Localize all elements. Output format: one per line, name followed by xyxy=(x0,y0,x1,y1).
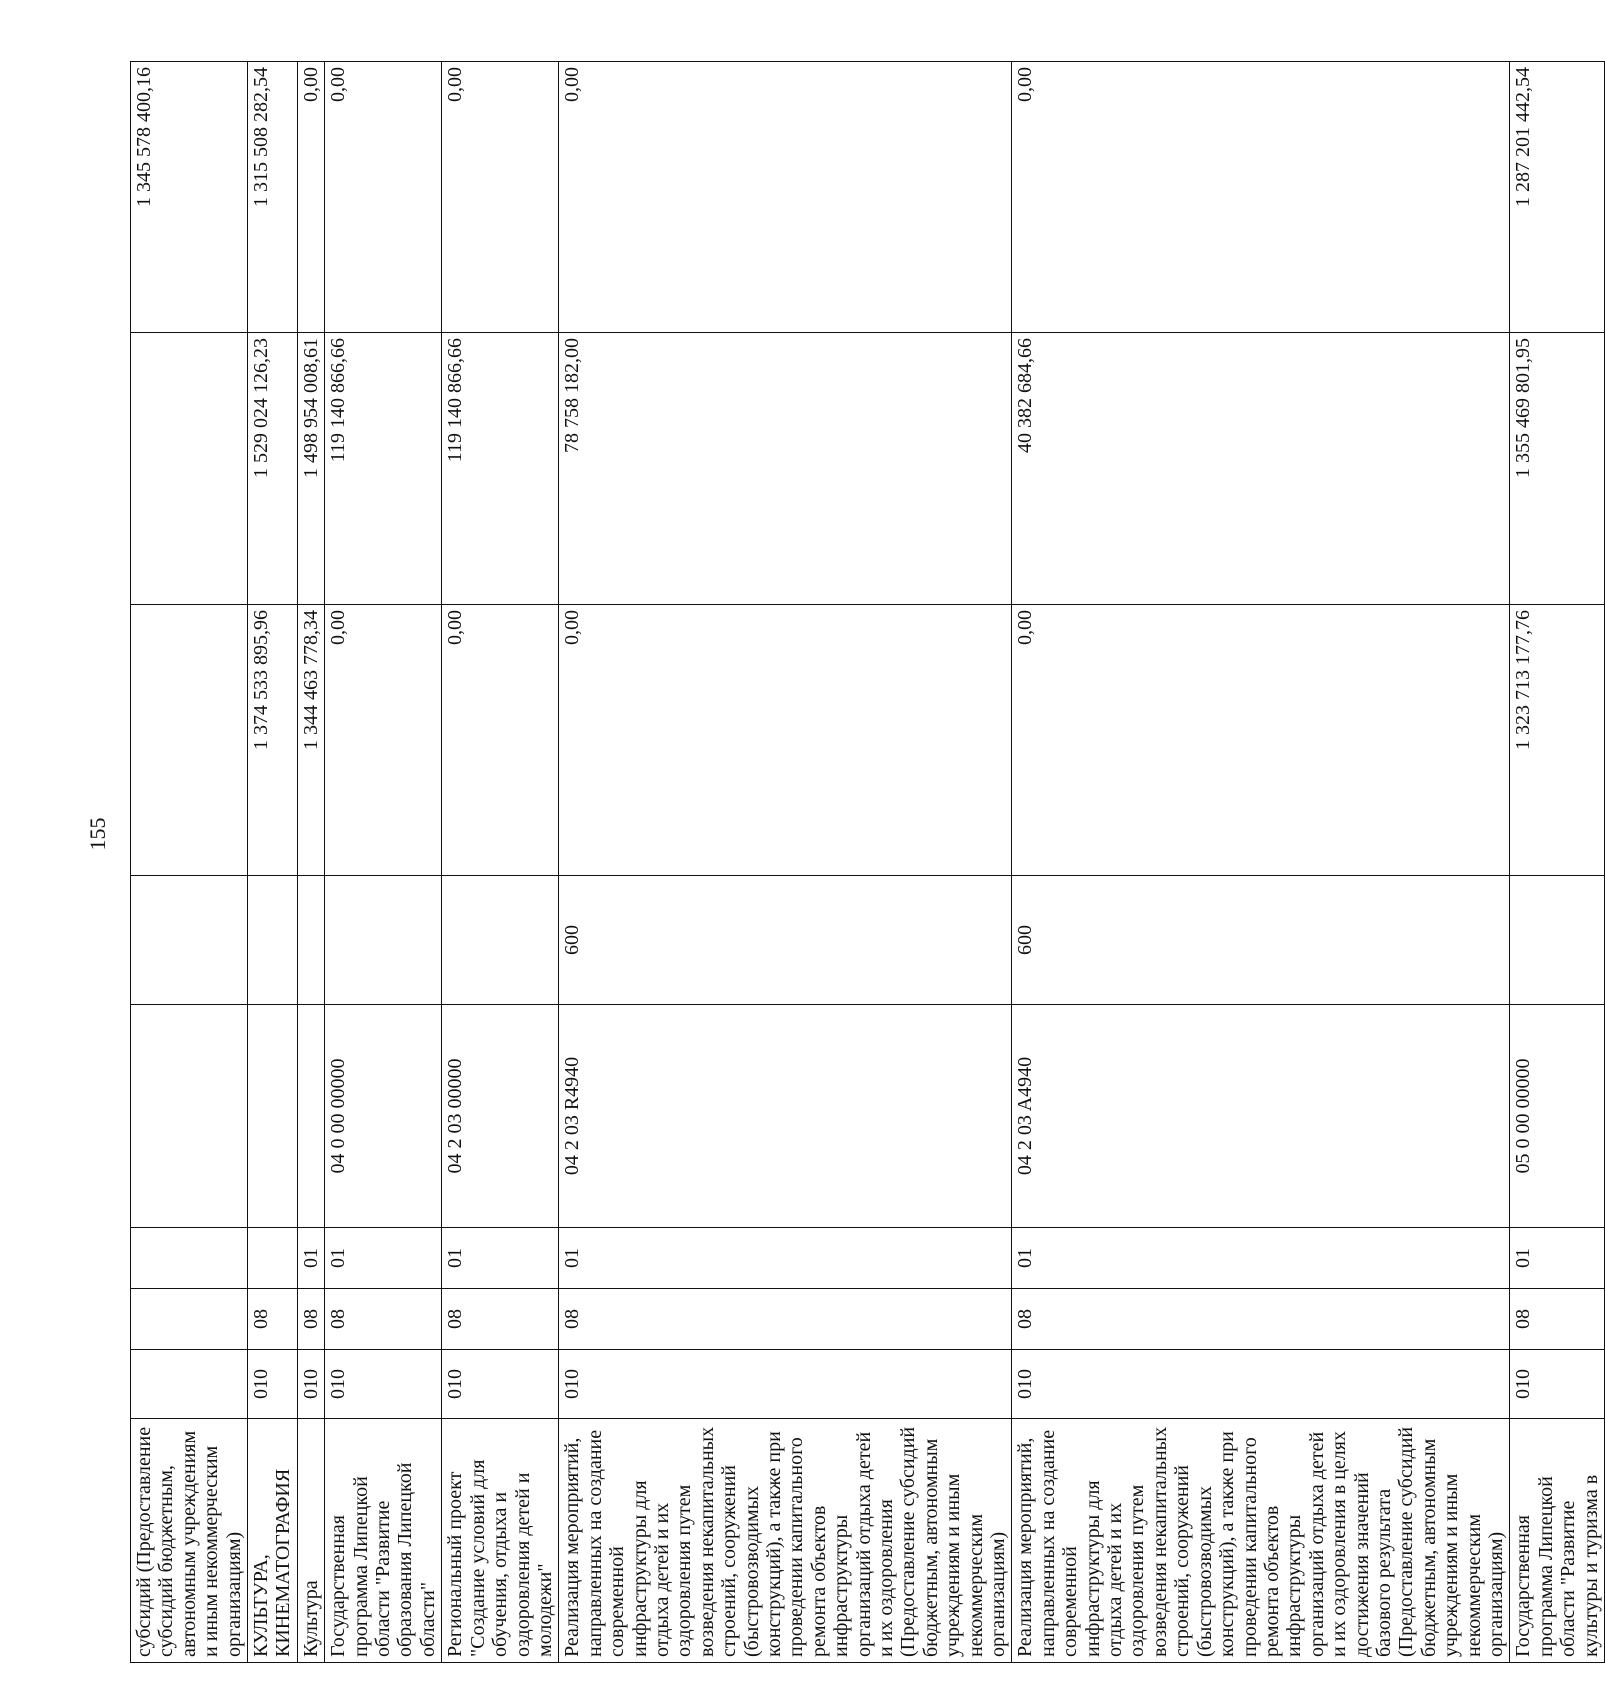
cell-pr: 01 xyxy=(297,1228,324,1289)
cell-vr xyxy=(297,876,324,1005)
row-name: КУЛЬТУРА, КИНЕМАТОГРАФИЯ xyxy=(248,1419,298,1663)
cell-sum-1: 0,00 xyxy=(559,605,1012,876)
cell-sum-2 xyxy=(131,333,248,605)
cell-sum-3: 1 287 201 442,54 xyxy=(1510,62,1605,333)
cell-vr: 600 xyxy=(1012,876,1510,1005)
table-row xyxy=(1510,62,1605,1663)
cell-gr: 010 xyxy=(297,1350,324,1419)
cell-sum-3: 0,00 xyxy=(442,62,559,333)
page-number: 155 xyxy=(85,817,110,851)
cell-rz: 08 xyxy=(559,1289,1012,1350)
cell-vr: 600 xyxy=(559,876,1012,1005)
cell-sum-2: 40 382 684,66 xyxy=(1012,333,1510,605)
cell-csr: 05 0 00 00000 xyxy=(1510,1005,1605,1228)
cell-vr xyxy=(1510,876,1605,1005)
cell-sum-2: 119 140 866,66 xyxy=(325,333,442,605)
cell-sum-2: 1 355 469 801,95 xyxy=(1510,333,1605,605)
table-row xyxy=(297,62,324,1663)
cell-vr xyxy=(442,876,559,1005)
cell-sum-3: 1 315 508 282,54 xyxy=(248,62,298,333)
cell-sum-1: 0,00 xyxy=(442,605,559,876)
row-name: Культура xyxy=(297,1419,324,1663)
cell-pr: 01 xyxy=(325,1228,442,1289)
cell-rz: 08 xyxy=(1012,1289,1510,1350)
cell-vr xyxy=(248,876,298,1005)
cell-gr: 010 xyxy=(1510,1350,1605,1419)
cell-sum-3: 0,00 xyxy=(559,62,1012,333)
cell-csr xyxy=(131,1005,248,1228)
cell-csr: 04 2 03 R4940 xyxy=(559,1005,1012,1228)
table-row xyxy=(325,62,442,1663)
cell-vr xyxy=(131,876,248,1005)
cell-csr xyxy=(248,1005,298,1228)
cell-sum-3: 0,00 xyxy=(1012,62,1510,333)
cell-pr: 01 xyxy=(1012,1228,1510,1289)
cell-pr: 01 xyxy=(559,1228,1012,1289)
cell-gr: 010 xyxy=(442,1350,559,1419)
cell-sum-1: 0,00 xyxy=(1012,605,1510,876)
rotated-page-frame xyxy=(130,65,1602,1705)
cell-csr xyxy=(297,1005,324,1228)
table-row xyxy=(1012,62,1510,1663)
cell-gr: 010 xyxy=(248,1350,298,1419)
row-name: Государственная программа Липецкой области "Развитие культуры и туризма в xyxy=(1510,1419,1605,1663)
cell-sum-1: 1 374 533 895,96 xyxy=(248,605,298,876)
cell-sum-3: 0,00 xyxy=(325,62,442,333)
cell-pr xyxy=(248,1228,298,1289)
cell-pr xyxy=(131,1228,248,1289)
cell-rz: 08 xyxy=(325,1289,442,1350)
table-row xyxy=(248,62,298,1663)
cell-pr: 01 xyxy=(1510,1228,1605,1289)
cell-sum-2: 119 140 866,66 xyxy=(442,333,559,605)
cell-gr: 010 xyxy=(1012,1350,1510,1419)
cell-sum-1: 1 323 713 177,76 xyxy=(1510,605,1605,876)
cell-vr xyxy=(325,876,442,1005)
cell-sum-1: 0,00 xyxy=(325,605,442,876)
row-name: Реализация мероприятий, направленных на создание современной инфраструктуры для отдыха детей и их оздоровления путем возведения некапитальных строений, сооружений (быстровозводимых конструкций), а также при проведении капитального ремонта объектов инфраструктуры организаций отдыха детей и их оздоровления (Предоставление субсидий бюджетным, автономным учреждениям и иным некоммерческим организациям) xyxy=(559,1419,1012,1663)
cell-gr xyxy=(131,1350,248,1419)
row-name: субсидий (Предоставление субсидий бюджетным, автономным учреждениям и иным некоммерческим организациям) xyxy=(131,1419,248,1663)
cell-csr: 04 0 00 00000 xyxy=(325,1005,442,1228)
cell-sum-1 xyxy=(131,605,248,876)
table-row xyxy=(131,62,248,1663)
row-name: Региональный проект "Создание условий для обучения, отдыха и оздоровления детей и молодежи" xyxy=(442,1419,559,1663)
cell-sum-2: 1 498 954 008,61 xyxy=(297,333,324,605)
cell-sum-2: 1 529 024 126,23 xyxy=(248,333,298,605)
cell-rz: 08 xyxy=(297,1289,324,1350)
cell-csr: 04 2 03 A4940 xyxy=(1012,1005,1510,1228)
row-name: Реализация мероприятий, направленных на создание современной инфраструктуры для отдыха детей и их оздоровления путем возведения некапитальных строений, сооружений (быстровозводимых конструкций), а также при проведении капитального ремонта объектов инфраструктуры организаций отдыха детей и их оздоровления в целях достижения значений базового результата (Предоставление субсидий бюджетным, автономным учреждениям и иным некоммерческим организациям) xyxy=(1012,1419,1510,1663)
cell-gr: 010 xyxy=(559,1350,1012,1419)
cell-gr: 010 xyxy=(325,1350,442,1419)
cell-rz xyxy=(131,1289,248,1350)
table-row xyxy=(559,62,1012,1663)
row-name: Государственная программа Липецкой области "Развитие образования Липецкой области" xyxy=(325,1419,442,1663)
cell-sum-1: 1 344 463 778,34 xyxy=(297,605,324,876)
budget-table xyxy=(130,61,1605,1663)
cell-csr: 04 2 03 00000 xyxy=(442,1005,559,1228)
cell-rz: 08 xyxy=(1510,1289,1605,1350)
cell-pr: 01 xyxy=(442,1228,559,1289)
cell-sum-3: 1 345 578 400,16 xyxy=(131,62,248,333)
cell-rz: 08 xyxy=(248,1289,298,1350)
cell-rz: 08 xyxy=(442,1289,559,1350)
cell-sum-2: 78 758 182,00 xyxy=(559,333,1012,605)
table-row xyxy=(442,62,559,1663)
cell-sum-3: 0,00 xyxy=(297,62,324,333)
